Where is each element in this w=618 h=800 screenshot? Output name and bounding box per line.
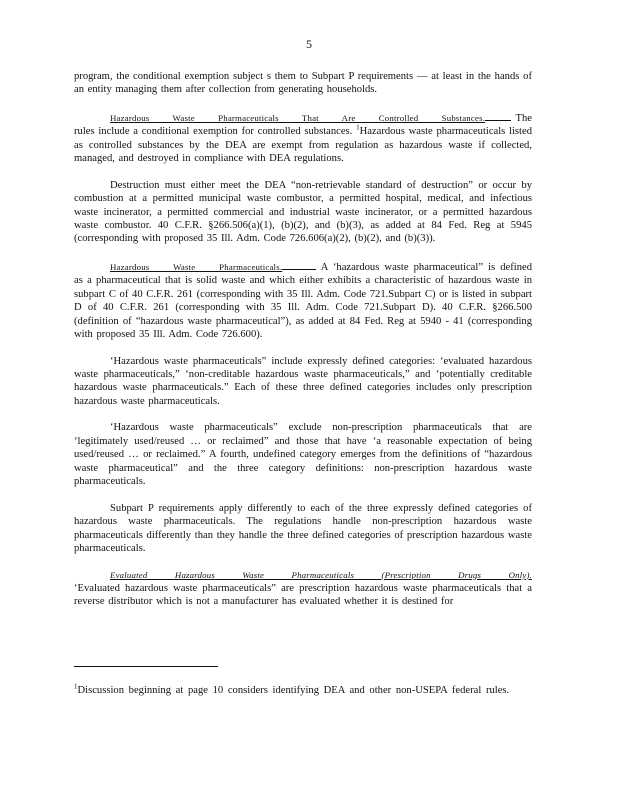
controlled-substances-text-a: The rules include a conditional exemption for controlled substances.: [74, 113, 532, 138]
heading-evaluated-hw-pharmaceuticals: Evaluated Hazardous Waste Pharmaceuticals (Prescription Drugs Only).: [110, 569, 532, 580]
heading-underline-gap: [485, 110, 511, 121]
footnote-marker: 1: [74, 682, 78, 691]
paragraph-defined-categories: ‘Hazardous waste pharmaceuticals” include expressly defined categories: ‘evaluated hazardous waste pharmaceuticals,” ‘non-creditable hazardous waste pharmaceuticals,” and ‘potentially creditable hazardous waste pharmaceuticals.” Each of these three defined categories includes only prescription hazardous waste pharmaceuticals.: [74, 355, 532, 407]
paragraph-exclusions: ‘Hazardous waste pharmaceuticals” exclude non-prescription pharmaceuticals that are ‘legitimately used/reused … or reclaimed” and those that have ‘a reasonable expectation of being used/reused … or reclaimed.” A fourth, undefined category emerges from the definitions of “hazardous waste pharmaceutical” and the three category definitions: non-prescription hazardous waste pharmaceuticals.: [74, 422, 532, 488]
document-body: [74, 70, 532, 622]
paragraph-destruction: Destruction must either meet the DEA “non-retrievable standard of destruction” or occur by combustion at a permitted municipal waste combustor, a permitted hospital, medical, and infectious waste incinerator, a permitted commercial and industrial waste incinerator, or a permitted hazardous waste combustor. 40 C.F.R. §266.506(a)(1), (b)(2), and (b)(3), as added at 84 Fed. Reg at 5945 (corresponding with proposed 35 Ill. Adm. Code 726.606(a)(2), (b)(2), and (b)(3)).: [74, 179, 532, 245]
paragraph-subpart-p-requirements: Subpart P requirements apply differently to each of the three expressly defined categories of hazardous waste pharmaceuticals. The regulations handle non-prescription hazardous waste pharmaceuticals differently than they handle the three defined categories of prescription hazardous waste pharmaceuticals.: [74, 502, 532, 554]
heading-underline-gap: [282, 259, 316, 270]
heading-hw-pharmaceuticals: Hazardous Waste Pharmaceuticals.: [110, 262, 283, 273]
paragraph-evaluated-hw-pharmaceuticals: [74, 569, 532, 609]
paragraph-hw-pharmaceuticals-definition: [74, 259, 532, 341]
page-number: 5: [306, 37, 312, 51]
paragraph-controlled-substances: [74, 110, 532, 166]
footnote-text: Discussion beginning at page 10 considers identifying DEA and other non-USEPA federal rules.: [77, 685, 510, 696]
evaluated-hw-pharmaceuticals-text: ‘Evaluated hazardous waste pharmaceuticals” are prescription hazardous waste pharmaceuticals that a reverse distributor which is not a manufacturer has evaluated whether it is destined for: [74, 582, 532, 608]
heading-controlled-substances: Hazardous Waste Pharmaceuticals That Are Controlled Substances.: [110, 113, 486, 123]
paragraph-conditional-exemption: program, the conditional exemption subject s them to Subpart P requirements — at least in the hands of an entity managing them after collection from generating households.: [74, 71, 532, 96]
footnote: [74, 684, 532, 697]
controlled-substances-text-b: Hazardous waste pharmaceuticals listed as controlled substances by the DEA are exempt from regulation as hazardous waste if collected, managed, and destroyed in compliance with DEA regulations.: [74, 126, 533, 165]
footnote-reference[interactable]: 1: [356, 123, 360, 132]
footnote-separator: [74, 666, 218, 667]
hw-pharmaceuticals-definition-text: A ‘hazardous waste pharmaceutical” is defined as a pharmaceutical that is solid waste and which either exhibits a characteristic of hazardous waste in subpart C of 40 C.F.R. 261 (corresponding with 35 Ill. Adm. Code 721.Subpart C) or is listed in subpart D of 40 C.F.R. 261 (corresponding with 35 Ill. Adm. Code 721.Subpart D). 40 C.F.R. §266.500 (definition of “hazardous waste pharmaceutical”), as added at 84 Fed. Reg at 5940 - 41 (corresponding with proposed 35 Ill. Adm. Code 726.600).: [74, 262, 532, 341]
